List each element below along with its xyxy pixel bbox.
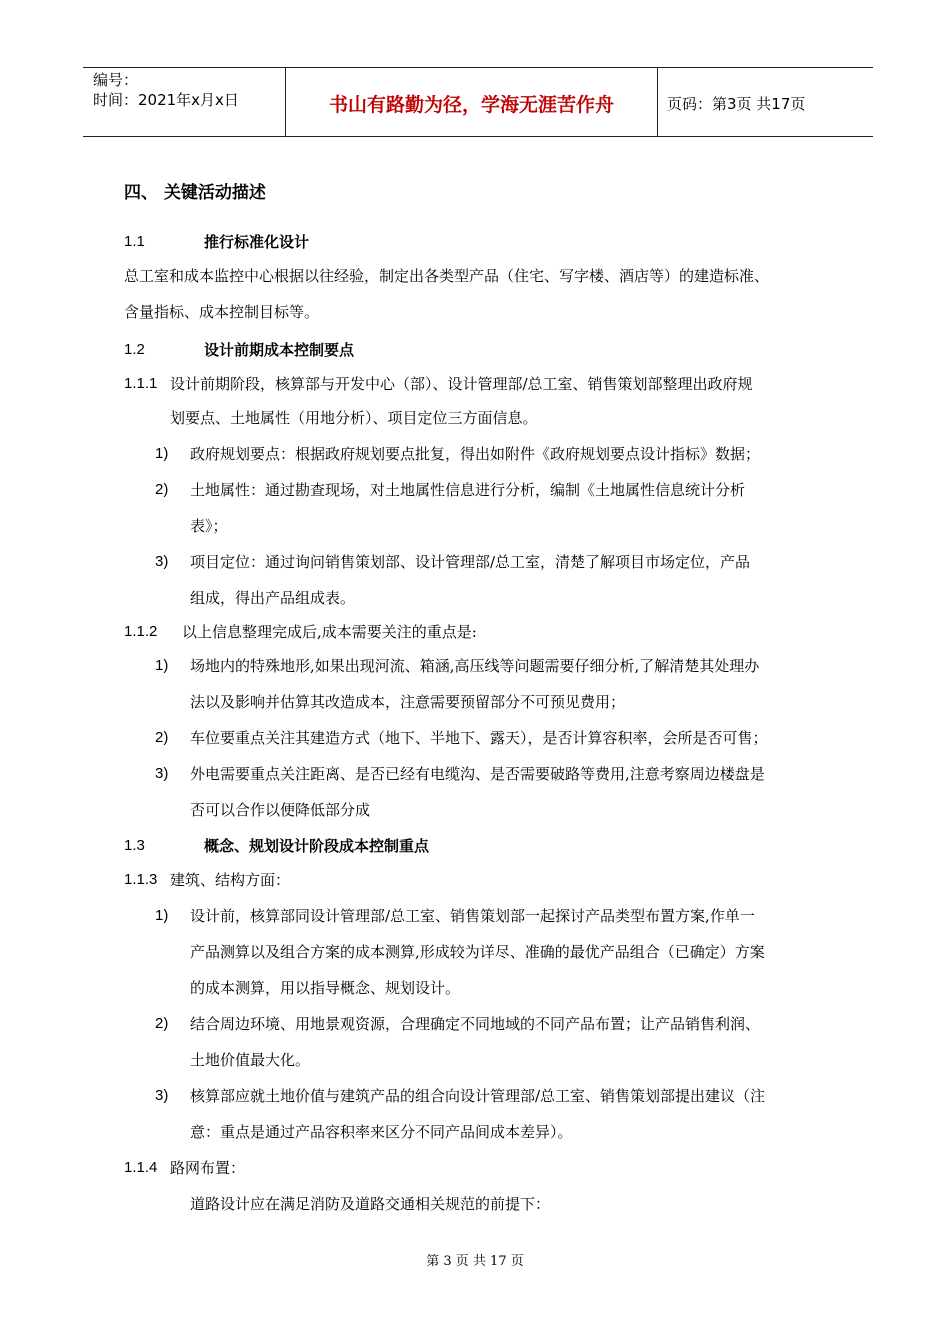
clause-number: 1.1.3 — [124, 871, 158, 888]
list-item: 结合周边环境、用地景观资源，合理确定不同地域的不同产品布置；让产品销售利润、 — [190, 1015, 761, 1033]
list-marker: 1) — [155, 907, 169, 924]
header-meta — [93, 70, 239, 110]
page-header — [83, 67, 873, 137]
subsection-title: 设计前期成本控制要点 — [204, 341, 355, 359]
paragraph-line: 含量指标、成本控制目标等。 — [124, 303, 320, 321]
list-item: 否可以合作以便降低部分成 — [190, 801, 371, 819]
paragraph-line: 总工室和成本监控中心根据以往经验，制定出各类型产品（住宅、写字楼、酒店等）的建造标准、 — [124, 267, 770, 285]
document-date: 时间：2021年x月x日 — [93, 91, 239, 109]
subsection-number: 1.1 — [124, 233, 145, 250]
list-item: 核算部应就土地价值与建筑产品的组合向设计管理部/总工室、销售策划部提出建议（注 — [190, 1087, 766, 1105]
list-item: 表》； — [190, 517, 228, 535]
list-item: 项目定位：通过询问销售策划部、设计管理部/总工室，清楚了解项目市场定位，产品 — [190, 553, 751, 571]
list-marker: 3) — [155, 765, 169, 782]
list-item: 意：重点是通过产品容积率来区分不同产品间成本差异）。 — [190, 1123, 573, 1141]
subsection-title: 推行标准化设计 — [204, 233, 310, 251]
header-page-number: 页码：第3页 共17页 — [667, 95, 806, 113]
list-item: 场地内的特殊地形,如果出现河流、箱涵,高压线等问题需要仔细分析,了解清楚其处理办 — [190, 657, 760, 675]
list-item: 外电需要重点关注距离、是否已经有电缆沟、是否需要破路等费用,注意考察周边楼盘是 — [190, 765, 765, 783]
list-item: 车位要重点关注其建造方式（地下、半地下、露天），是否计算容积率，会所是否可售； — [190, 729, 768, 747]
list-item: 法以及影响并估算其改造成本，注意需要预留部分不可预见费用； — [190, 693, 626, 711]
list-item: 土地属性：通过勘查现场，对土地属性信息进行分析，编制《土地属性信息统计分析 — [190, 481, 746, 499]
paragraph-line: 设计前期阶段，核算部与开发中心（部）、设计管理部/总工室、销售策划部整理出政府规 — [170, 375, 753, 393]
header-divider — [657, 68, 658, 136]
page-footer: 第 3 页 共 17 页 — [426, 1254, 524, 1269]
document-number-label: 编号： — [93, 71, 139, 89]
list-marker: 2) — [155, 729, 169, 746]
subsection-number: 1.3 — [124, 837, 145, 854]
list-marker: 2) — [155, 1015, 169, 1032]
clause-number: 1.1.2 — [124, 623, 158, 640]
list-item: 设计前，核算部同设计管理部/总工室、销售策划部一起探讨产品类型布置方案,作单一 — [190, 907, 755, 925]
clause-number: 1.1.4 — [124, 1159, 158, 1176]
list-item: 政府规划要点：根据政府规划要点批复，得出如附件《政府规划要点设计指标》数据； — [190, 445, 761, 463]
section-title: 四、 关键活动描述 — [124, 183, 266, 203]
list-marker: 1) — [155, 445, 169, 462]
list-marker: 1) — [155, 657, 169, 674]
list-item: 的成本测算，用以指导概念、规划设计。 — [190, 979, 461, 997]
list-marker: 2) — [155, 481, 169, 498]
list-marker: 3) — [155, 1087, 169, 1104]
paragraph-line: 以上信息整理完成后,成本需要关注的重点是: — [182, 623, 477, 641]
header-motto: 书山有路勤为径，学海无涯苦作舟 — [328, 94, 614, 116]
subsection-number: 1.2 — [124, 341, 145, 358]
list-item: 组成，得出产品组成表。 — [190, 589, 356, 607]
paragraph-line: 建筑、结构方面： — [170, 871, 291, 889]
clause-number: 1.1.1 — [124, 375, 158, 392]
paragraph-line: 路网布置： — [170, 1159, 246, 1177]
list-item: 产品测算以及组合方案的成本测算,形成较为详尽、准确的最优产品组合（已确定）方案 — [190, 943, 765, 961]
subsection-title: 概念、规划设计阶段成本控制重点 — [204, 837, 430, 855]
list-marker: 3) — [155, 553, 169, 570]
paragraph-line: 划要点、土地属性（用地分析）、项目定位三方面信息。 — [170, 409, 538, 427]
list-item: 土地价值最大化。 — [190, 1051, 311, 1069]
paragraph-line: 道路设计应在满足消防及道路交通相关规范的前提下： — [190, 1195, 551, 1213]
